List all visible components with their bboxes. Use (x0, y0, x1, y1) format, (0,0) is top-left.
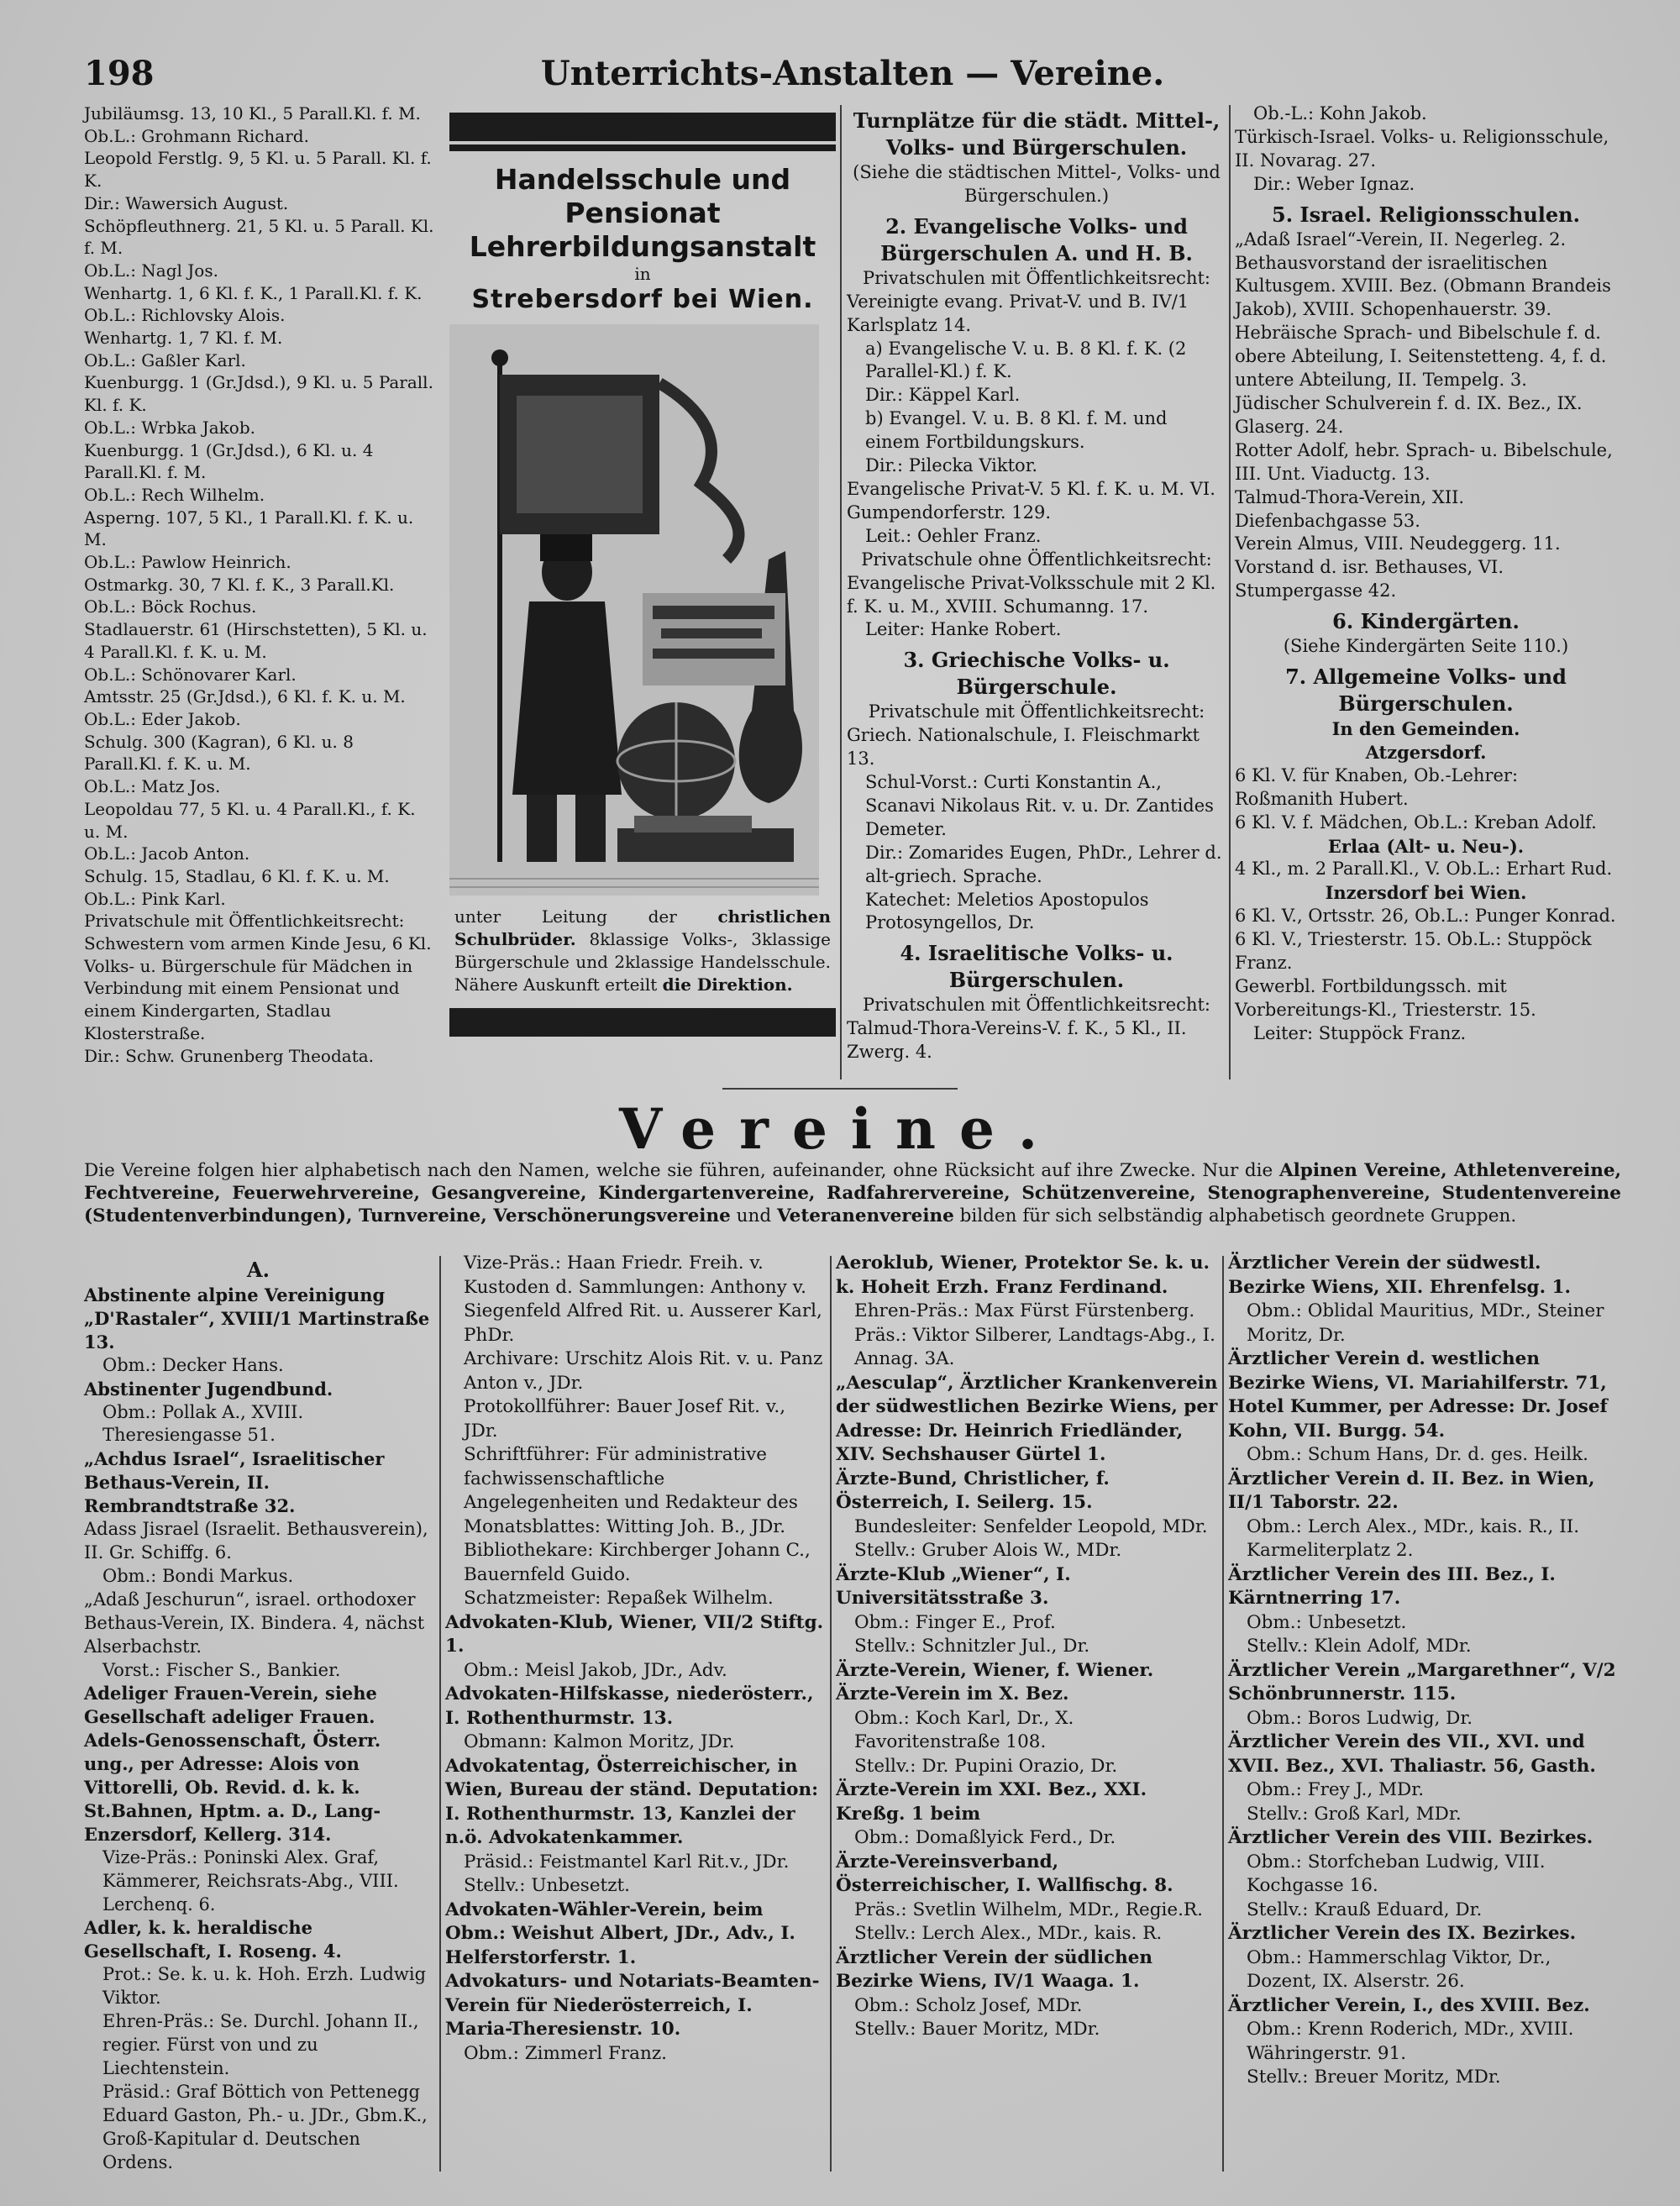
running-head: Unterrichts-Anstalten — Vereine. (540, 54, 1165, 93)
entry: Stellv.: Klein Adolf, MDr. (1247, 1636, 1472, 1657)
entry: Stellv.: Dr. Pupini Orazio, Dr. (854, 1755, 1118, 1777)
entry: Ärztlicher Verein des IX. Bezirkes. (1228, 1923, 1577, 1944)
intro-e: bilden für sich selbständig alphabetisch geordnete Gruppen. (959, 1205, 1517, 1226)
entry: Advokaturs- und Notariats-Beamten-Verein für Niederösterreich, I. Maria-Theresienstr. 10. (445, 1971, 820, 2040)
entry: „Adaß Jeschurun“, israel. orthodoxer Bethaus-Verein, IX. Bindera. 4, nächst Alserbachstr. (84, 1589, 425, 1657)
entry: Talmud-Thora-Verein, XII. Diefenbachgasse 53. (1235, 486, 1465, 531)
entry: Obm.: Frey J., MDr. (1247, 1779, 1425, 1800)
entry: Vize-Präs.: Haan Friedr. Freih. v. (464, 1253, 764, 1274)
entry: Katechet: Meletios Apostopulos Protosyngellos, Dr. (865, 889, 1149, 933)
entry: Leiter: Stuppöck Franz. (1253, 1022, 1467, 1043)
entry: Schwestern vom armen Kinde Jesu, 6 Kl. Volks- u. Bürgerschule für Mädchen in Verbindung mit einem Pensionat und einem Kindergarten, Stadlau Klosterstraße. (84, 933, 432, 1043)
entry: Privatschulen mit Öffentlichkeitsrecht: (863, 267, 1210, 288)
entry: Präsid.: Graf Böttich von Pettenegg Eduard Gaston, Ph.- u. JDr., Gbm.K., Groß-Kapitular d. Deutschen Ordens. (102, 2081, 428, 2172)
entry: a) Evangelische V. u. B. 8 Kl. f. K. (2 Parallel-Kl.) f. K. (865, 338, 1187, 382)
entry: Dir.: Wawersich August. (84, 192, 289, 213)
entry: Advokatentag, Österreichischer, in Wien, Bureau der ständ. Deputation: I. Rothenthurmstr. 13, Kanzlei der n.ö. Advokatenkammer. (445, 1755, 819, 1848)
ad-text (454, 906, 831, 996)
entry: Ärztlicher Verein d. westlichen Bezirke Wiens, VI. Mariahilferstr. 71, Hotel Kummer, per Adresse: Dr. Josef Kohn, VII. Burgg. 54. (1228, 1348, 1608, 1442)
ad-top-band (449, 113, 836, 141)
entry: Ob.L.: Pink Karl. (84, 888, 226, 909)
entry: Ob.L.: Nagl Jos. (84, 260, 218, 281)
entry: 6 Kl. V., Triesterstr. 15. Ob.L.: Stuppöck Franz. (1235, 929, 1592, 974)
entry: Ärztlicher Verein „Margarethner“, V/2 Schönbrunnerstr. 115. (1228, 1659, 1616, 1704)
entry: „Aesculap“, Ärztlicher Krankenverein der südwestlichen Bezirke Wiens, per Adresse: Dr. Heinrich Friedländer, XIV. Sechshauser Gürtel 1. (836, 1372, 1218, 1465)
entry: Advokaten-Wähler-Verein, beim Obm.: Weishut Albert, JDr., Adv., I. Helferstorferstr. 1. (445, 1899, 795, 1968)
entry: Privatschulen mit Öffentlichkeitsrecht: (863, 995, 1210, 1016)
entry: Amtsstr. 25 (Gr.Jdsd.), 6 Kl. f. K. u. M. (84, 686, 406, 707)
entry: Atzgersdorf. (1365, 741, 1487, 763)
entry: Vorstand d. isr. Bethauses, VI. Stumpergasse 42. (1235, 557, 1504, 601)
entry: Rotter Adolf, hebr. Sprach- u. Bibelschule, III. Unt. Viaductg. 13. (1235, 439, 1613, 484)
intro-a: Die Vereine folgen hier alphabetisch nach den Namen, welche sie führen, aufeinander, ohne Rücksicht auf ihre Zwecke. Nur die (84, 1160, 1273, 1181)
entry: Ob.L.: Rech Wilhelm. (84, 484, 265, 505)
page-header (84, 50, 1621, 101)
school-advertisement (449, 109, 836, 1067)
entry: Dir.: Weber Ignaz. (1253, 173, 1415, 194)
intro-b: Alpinen Vereine, Athletenvereine, Fechtvereine, Feuerwehrvereine, Gesangvereine, Kindergartenvereine, Radfahrervereine, Schützenvereine, Stenographenvereine, Studentenvereine (Studentenverbindungen), Turnvereine, Verschönerungsvereine (84, 1160, 1621, 1226)
entry: Obm.: Finger E., Prof. (854, 1611, 1056, 1633)
entry: Stellv.: Krauß Eduard, Dr. (1247, 1899, 1483, 1920)
column-2-bottom (445, 1252, 825, 2066)
entry: Schul-Vorst.: Curti Konstantin A., Scanavi Nikolaus Rit. v. u. Dr. Zantides Demeter. (865, 772, 1214, 839)
ad-place: Strebersdorf bei Wien. (471, 285, 814, 314)
entry: Prot.: Se. k. u. k. Hoh. Erzh. Ludwig Viktor. (102, 1964, 427, 2009)
entry: Hebräische Sprach- und Bibelschule f. d. obere Abteilung, I. Seitenstetteng. 4, f. d. untere Abteilung, II. Tempelg. 3. (1235, 323, 1607, 391)
entry: Bundesleiter: Senfelder Leopold, MDr. (854, 1515, 1208, 1537)
entry: Obm.: Unbesetzt. (1247, 1611, 1407, 1633)
entry: Adels-Genossenschaft, Österr. ung., per Adresse: Alois von Vittorelli, Ob. Revid. d. k. k. St.Bahnen, Hptm. a. D., Lang-Enzersdorf, Kellerg. 314. (84, 1730, 381, 1845)
entry: Stellv.: Bauer Moritz, MDr. (854, 2019, 1100, 2040)
ad-text-b: christlichen Schulbrüder. (454, 906, 831, 949)
page-number: 198 (84, 54, 155, 93)
entry: Advokaten-Klub, Wiener, VII/2 Stiftg. 1. (445, 1611, 824, 1657)
entry: 6. Kindergärten. (1332, 609, 1520, 634)
entry: 4 Kl., m. 2 Parall.Kl., V. Ob.L.: Erhart Rud. (1235, 859, 1613, 880)
entry: Ob.L.: Böck Rochus. (84, 596, 257, 617)
entry: (Siehe Kindergärten Seite 110.) (1283, 636, 1569, 657)
entry: Kustoden d. Sammlungen: Anthony v. Siegenfeld Alfred Rit. u. Ausserer Karl, PhDr. (464, 1276, 822, 1346)
entry: Talmud-Thora-Vereins-V. f. K., 5 Kl., II. Zwerg. 4. (847, 1018, 1187, 1063)
entry: Leiter: Hanke Robert. (865, 619, 1062, 640)
entry: Inzersdorf bei Wien. (1325, 882, 1527, 904)
entry: 6 Kl. V., Ortsstr. 26, Ob.L.: Punger Konrad. (1235, 906, 1616, 927)
entry: Obm.: Meisl Jakob, JDr., Adv. (464, 1659, 727, 1681)
entry: Vize-Präs.: Poninski Alex. Graf, Kämmerer, Reichsrats-Abg., VIII. Lerchenq. 6. (102, 1846, 399, 1914)
entry: Ärztlicher Verein, I., des XVIII. Bez. (1228, 1994, 1590, 2016)
entry: Obm.: Krenn Roderich, MDr., XVIII. Währingerstr. 91. (1247, 2019, 1574, 2064)
entry: Ob.L.: Richlovsky Alois. (84, 305, 286, 326)
entry: Ehren-Präs.: Max Fürst Fürstenberg. (854, 1300, 1195, 1321)
entry: Ob.L.: Eder Jakob. (84, 708, 241, 729)
entry: Adeliger Frauen-Verein, siehe Gesellschaft adeliger Frauen. (84, 1683, 377, 1728)
entry: Obm.: Koch Karl, Dr., X. Favoritenstraße 108. (854, 1707, 1074, 1752)
entry: 6 Kl. V. f. Mädchen, Ob.L.: Kreban Adolf. (1235, 811, 1597, 833)
entry: Obm.: Oblidal Mauritius, MDr., Steiner Moritz, Dr. (1247, 1300, 1604, 1346)
entry: Stellv.: Schnitzler Jul., Dr. (854, 1636, 1090, 1657)
entry: Kuenburgg. 1 (Gr.Jdsd.), 9 Kl. u. 5 Parall. Kl. f. K. (84, 372, 433, 416)
entry: Schöpfleuthnerg. 21, 5 Kl. u. 5 Parall. Kl. f. M. (84, 215, 434, 259)
entry: Obm.: Scholz Josef, MDr. (854, 1994, 1083, 2016)
entry: Stellv.: Groß Karl, MDr. (1247, 1803, 1462, 1825)
entry: Dir.: Zomarides Eugen, PhDr., Lehrer d. alt-griech. Sprache. (865, 842, 1222, 886)
entry: 7. Allgemeine Volks- und Bürgerschulen. (1285, 664, 1567, 717)
entry: Ob.L.: Matz Jos. (84, 776, 221, 797)
column-1-top (84, 102, 437, 1067)
entry: 5. Israel. Religionsschulen. (1272, 202, 1580, 227)
entry: Obm.: Boros Ludwig, Dr. (1247, 1707, 1473, 1729)
vereine-intro (84, 1159, 1621, 1227)
entry: Ostmarkg. 30, 7 Kl. f. K., 3 Parall.Kl. (84, 574, 395, 595)
entry: Obm.: Lerch Alex., MDr., kais. R., II. Karmeliterplatz 2. (1247, 1515, 1580, 1561)
entry: Obm.: Domaßlyick Ferd., Dr. (854, 1827, 1116, 1848)
section-rule (722, 1088, 958, 1090)
entry: Stadlauerstr. 61 (Hirschstetten), 5 Kl. u. 4 Parall.Kl. f. K. u. M. (84, 619, 428, 662)
entry: Ob.-L.: Kohn Jakob. (1253, 103, 1427, 123)
entry: Advokaten-Hilfskasse, niederösterr., I. Rothenthurmstr. 13. (445, 1683, 814, 1729)
entry: „Adaß Israel“-Verein, II. Negerleg. 2. (1235, 228, 1567, 249)
entry: Kuenburgg. 1 (Gr.Jdsd.), 6 Kl. u. 4 Parall.Kl. f. M. (84, 439, 374, 483)
entry: 3. Griechische Volks- u. Bürgerschule. (903, 648, 1170, 700)
entry: Jüdischer Schulverein f. d. IX. Bez., IX. Glaserg. 24. (1235, 392, 1583, 437)
entry: Präsid.: Feistmantel Karl Rit.v., JDr. (464, 1851, 790, 1872)
ad-top-band-thin (449, 144, 836, 151)
column-3-bottom (836, 1252, 1218, 2042)
column-rule (840, 105, 842, 1079)
entry: Obmann: Kalmon Moritz, JDr. (464, 1731, 735, 1752)
entry: Ärzte-Bund, Christlicher, f. Österreich, I. Seilerg. 15. (836, 1468, 1110, 1513)
entry: Adass Jisrael (Israelit. Bethausverein), II. Gr. Schiffg. 6. (84, 1519, 428, 1563)
entry: Verein Almus, VIII. Neudeggerg. 11. (1235, 533, 1561, 554)
entry: Obm.: Schum Hans, Dr. d. ges. Heilk. (1247, 1444, 1589, 1465)
entry: Griech. Nationalschule, I. Fleischmarkt 13. (847, 725, 1200, 769)
entry: Obm.: Decker Hans. (102, 1354, 284, 1375)
entry: Dir.: Schw. Grunenberg Theodata. (84, 1045, 375, 1066)
entry: Ärzte-Klub „Wiener“, I. Universitätsstraße 3. (836, 1563, 1071, 1609)
ad-subtitle: Lehrerbildungsanstalt (469, 230, 816, 263)
entry: Stellv.: Unbesetzt. (464, 1875, 631, 1896)
entry: Präs.: Viktor Silberer, Landtags-Abg., I. Annag. 3A. (854, 1324, 1215, 1369)
entry: 4. Israelitische Volks- u. Bürgerschulen. (900, 941, 1173, 993)
entry: Jubiläumsg. 13, 10 Kl., 5 Parall.Kl. f. M. (84, 103, 421, 123)
entry: Ehren-Präs.: Se. Durchl. Johann II., regier. Fürst von und zu Liechtenstein. (102, 2011, 419, 2078)
entry: Dir.: Pilecka Viktor. (865, 455, 1038, 476)
entry: Protokollführer: Bauer Josef Rit. v., JDr. (464, 1396, 786, 1442)
entry: Schulg. 15, Stadlau, 6 Kl. f. K. u. M. (84, 865, 390, 886)
ad-text-a: unter Leitung der (454, 906, 677, 927)
column-rule (439, 1256, 441, 2172)
entry: Stellv.: Gruber Alois W., MDr. (854, 1540, 1122, 1561)
ad-text-d: Nähere Auskunft erteilt (454, 974, 658, 995)
entry: Bethausvorstand der israelitischen Kultusgem. XVIII. Bez. (Obmann Brandeis Jakob), XVIII. Schopenhauerstr. 39. (1235, 252, 1611, 320)
column-4-bottom (1228, 1252, 1617, 2090)
entry: 2. Evangelische Volks- und Bürgerschulen A. und H. B. (880, 213, 1193, 265)
entry: Abstinente alpine Vereinigung „D'Rastaler“, XVIII/1 Martinstraße 13. (84, 1284, 430, 1352)
column-3-top (847, 102, 1226, 1064)
entry: Vereinigte evang. Privat-V. und B. IV/1 Karlsplatz 14. (847, 291, 1189, 335)
ad-illustration (449, 324, 819, 896)
ad-school-name: Handelsschule und Pensionat (494, 163, 791, 229)
entry: Obm.: Pollak A., XVIII. Theresiengasse 51. (102, 1401, 304, 1446)
entry: Wenhartg. 1, 6 Kl. f. K., 1 Parall.Kl. f. K. (84, 282, 423, 303)
entry: Leopold Ferstlg. 9, 5 Kl. u. 5 Parall. Kl. f. K. (84, 148, 432, 192)
entry: Stellv.: Breuer Moritz, MDr. (1247, 2067, 1501, 2088)
entry: Ärzte-Vereinsverband, Österreichischer, I. Wallfischg. 8. (836, 1851, 1173, 1896)
entry: Evangelische Privat-Volksschule mit 2 Kl. f. K. u. M., XVIII. Schumanng. 17. (847, 572, 1216, 617)
entry: „Achdus Israel“, Israelitischer Bethaus-Verein, II. Rembrandtstraße 32. (84, 1448, 385, 1517)
entry: A. (247, 1258, 270, 1282)
entry: Ob.L.: Wrbka Jakob. (84, 417, 255, 438)
entry: Türkisch-Israel. Volks- u. Religionsschule, II. Novarag. 27. (1235, 126, 1609, 171)
entry: Ärztlicher Verein d. II. Bez. in Wien, II/1 Taborstr. 22. (1228, 1468, 1595, 1513)
entry: Turnplätze für die städt. Mittel-, Volks- und Bürgerschulen. (853, 108, 1221, 160)
entry: (Siehe die städtischen Mittel-, Volks- und Bürgerschulen.) (853, 162, 1221, 206)
entry: Obm.: Storfcheban Ludwig, VIII. Kochgasse 16. (1247, 1851, 1546, 1896)
entry: Vorst.: Fischer S., Bankier. (102, 1659, 341, 1680)
intro-d: Veteranenvereine (776, 1205, 954, 1226)
ad-in: in (634, 264, 651, 284)
entry: Privatschule mit Öffentlichkeitsrecht: (84, 911, 405, 932)
entry: Asperng. 107, 5 Kl., 1 Parall.Kl. f. K. u. M. (84, 507, 414, 550)
entry: Ärztlicher Verein der südwestl. Bezirke Wiens, XII. Ehrenfelsg. 1. (1228, 1253, 1572, 1298)
entry: 6 Kl. V. für Knaben, Ob.-Lehrer: Roßmanith Hubert. (1235, 764, 1519, 809)
entry: Ärzte-Verein im X. Bez. (836, 1683, 1069, 1704)
entry: Ob.L.: Pawlow Heinrich. (84, 552, 291, 573)
entry: Ärzte-Verein, Wiener, f. Wiener. (836, 1659, 1154, 1681)
entry: Aeroklub, Wiener, Protektor Se. k. u. k. Hoheit Erzh. Franz Ferdinand. (836, 1253, 1210, 1298)
entry: Schriftführer: Für administrative fachwissenschaftliche Angelegenheiten und Redakteur des Monatsblattes: Witting Joh. B., JDr. (464, 1444, 798, 1537)
entry: In den Gemeinden. (1331, 718, 1520, 740)
entry: Privatschule mit Öffentlichkeitsrecht: (868, 701, 1205, 722)
entry: Obm.: Bondi Markus. (102, 1565, 294, 1586)
entry: Ob.L.: Jacob Anton. (84, 843, 250, 864)
column-rule (1229, 105, 1231, 1079)
entry: Stellv.: Lerch Alex., MDr., kais. R. (854, 1923, 1163, 1944)
entry: Obm.: Zimmerl Franz. (464, 2042, 668, 2064)
entry: Leit.: Oehler Franz. (865, 525, 1042, 546)
entry: Privatschule ohne Öffentlichkeitsrecht: (861, 549, 1212, 570)
column-rule (830, 1256, 832, 2172)
entry: Schatzmeister: Repaßek Wilhelm. (464, 1588, 774, 1609)
entry: Schulg. 300 (Kagran), 6 Kl. u. 8 Parall.Kl. f. K. u. M. (84, 731, 354, 775)
column-1-bottom (84, 1252, 433, 2174)
entry: Ob.L.: Grohmann Richard. (84, 125, 309, 146)
entry: Gewerbl. Fortbildungssch. mit Vorbereitungs-Kl., Triesterstr. 15. (1235, 976, 1536, 1020)
entry: Ob.L.: Schönovarer Karl. (84, 664, 297, 685)
entry: Ärztlicher Verein des III. Bez., I. Kärntnerring 17. (1228, 1563, 1556, 1609)
entry: Ob.L.: Gaßler Karl. (84, 349, 246, 370)
entry: Abstinenter Jugendbund. (84, 1378, 333, 1400)
entry: b) Evangel. V. u. B. 8 Kl. f. M. und einem Fortbildungskurs. (865, 408, 1168, 453)
entry: Obm.: Hammerschlag Viktor, Dr., Dozent, IX. Alserstr. 26. (1247, 1946, 1551, 1992)
entry: Leopoldau 77, 5 Kl. u. 4 Parall.Kl., f. K. u. M. (84, 798, 416, 842)
entry: Ärztlicher Verein des VII., XVI. und XVII. Bez., XVI. Thaliastr. 56, Gasth. (1228, 1731, 1596, 1777)
entry: Dir.: Käppel Karl. (865, 385, 1021, 406)
ad-text-e: die Direktion. (662, 974, 793, 995)
entry: Ärzte-Verein im XXI. Bez., XXI. Kreßg. 1 beim (836, 1779, 1147, 1825)
ad-text-c: 8klassige Volks-, 3klassige Bürgerschule und 2klassige Handelsschule. (454, 929, 831, 972)
entry: Erlaa (Alt- u. Neu-). (1327, 835, 1525, 857)
column-rule (1222, 1256, 1224, 2172)
entry: Evangelische Privat-V. 5 Kl. f. K. u. M. VI. Gumpendorferstr. 129. (847, 478, 1215, 523)
entry: Archivare: Urschitz Alois Rit. v. u. Panz Anton v., JDr. (464, 1348, 823, 1394)
ad-bottom-band (449, 1008, 836, 1037)
intro-c: und (736, 1205, 772, 1226)
entry: Bibliothekare: Kirchberger Johann C., Bauernfeld Guido. (464, 1540, 811, 1585)
section-title-vereine: Vereine. (619, 1096, 1061, 1162)
entry: Adler, k. k. heraldische Gesellschaft, I. Roseng. 4. (84, 1917, 342, 1962)
entry: Ärztlicher Verein der südlichen Bezirke Wiens, IV/1 Waaga. 1. (836, 1946, 1153, 1992)
entry: Präs.: Svetlin Wilhelm, MDr., Regie.R. (854, 1899, 1203, 1920)
column-4-top (1235, 102, 1617, 1046)
entry: Wenhartg. 1, 7 Kl. f. M. (84, 328, 283, 349)
entry: Ärztlicher Verein des VIII. Bezirkes. (1228, 1827, 1593, 1848)
